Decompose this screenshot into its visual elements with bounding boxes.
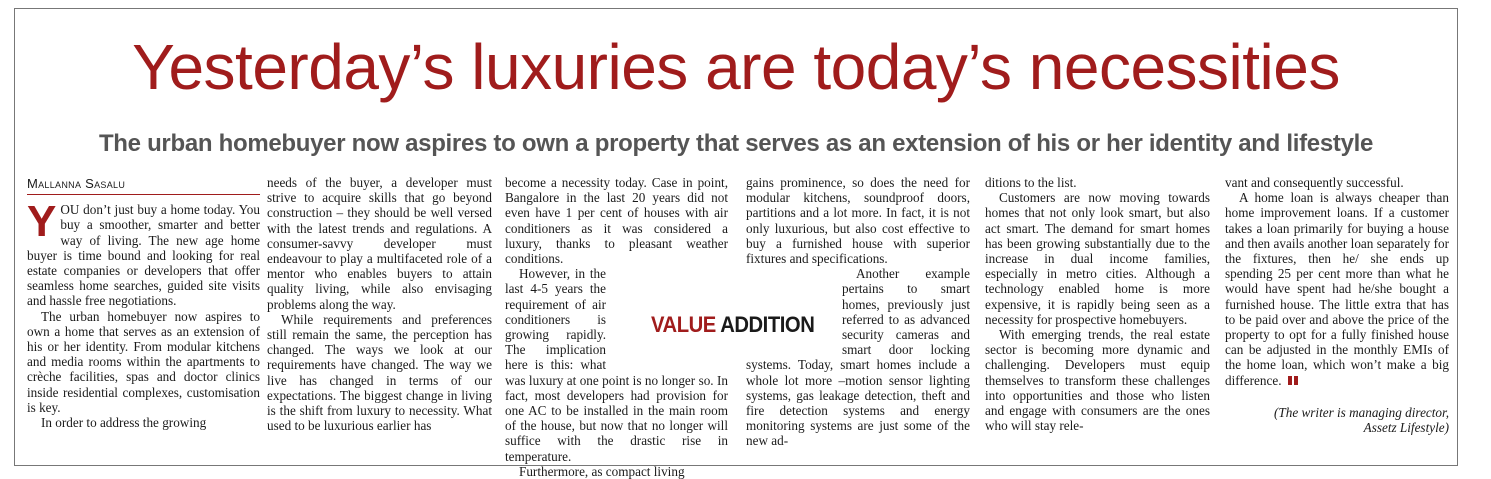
paragraph-text: A home loan is always cheaper than home improvement loans. If a customer takes a loan primarily for buying a house and then avails another loan separately for the fixtures, then he/ she ends up spending 25 per cent more than what he would have spent had he/she bought a furnished house. The little extra that has to be paid over and above the price of the property to opt for a fully finished house can be adjusted in the monthly EMIs of the home loan, which won’t make a big difference. bbox=[1225, 190, 1449, 388]
byline-text: Mallanna Sasalu bbox=[27, 176, 126, 191]
writer-credit bbox=[1225, 405, 1449, 435]
writer-line-1: (The writer is managing director, bbox=[1274, 404, 1449, 420]
drop-cap: Y bbox=[27, 197, 57, 247]
paragraph-text: However, in the last 4-5 years the requirement of air conditioners is growing rapidly. The implication here is this: what was luxury at one point is no longer so. In fact, most developers had provision for one AC to be installed in the main room of the house, but now that no longer will suffice with the drastic rise in temperature. bbox=[505, 266, 728, 464]
paragraph: become a necessity today. Case in point, Bangalore in the last 20 years did not even have 1 per cent of houses with air conditioners as it was considered a luxury, thanks to pleasant weather conditions. bbox=[505, 175, 728, 267]
paragraph: needs of the buyer, a developer must strive to acquire skills that go beyond construction – they should be well versed with the latest trends and regulations. A consumer-savvy developer must endeavour to play a multifaceted role of a mentor who enables buyers to attain quality living, while also envisaging problems along the way. bbox=[267, 175, 492, 312]
column-5 bbox=[985, 175, 1210, 433]
byline bbox=[27, 176, 260, 195]
column-1 bbox=[27, 176, 260, 430]
paragraph: ditions to the list. bbox=[985, 175, 1077, 190]
paragraph bbox=[505, 266, 728, 464]
value-addition-label bbox=[651, 312, 814, 338]
paragraph: vant and consequently successful. bbox=[1225, 175, 1404, 190]
article-frame bbox=[14, 8, 1458, 479]
end-mark-icon bbox=[1288, 376, 1298, 385]
paragraph bbox=[1225, 190, 1449, 388]
value-addition-black: ADDITION bbox=[720, 312, 815, 337]
subhead: The urban homebuyer now aspires to own a property that serves as an extension of his or her identity and lifestyle bbox=[98, 130, 1374, 157]
paragraph: gains prominence, so does the need for modular kitchens, soundproof doors, partitions and a lot more. In fact, it is not only luxurious, but also cost effective to buy a furnished house with superior fixtures and specifications. bbox=[746, 175, 970, 267]
value-addition-red: VALUE bbox=[651, 312, 716, 337]
writer-line-2: Assetz Lifestyle) bbox=[1363, 420, 1449, 436]
paragraph bbox=[27, 197, 260, 309]
paragraph: The urban homebuyer now aspires to own a home that serves as an extension of his or her identity. From modular kitchens and media rooms within the apartments to crèche facilities, spas and doctor clinics inside residential complexes, customisation is key. bbox=[27, 308, 260, 415]
paragraph bbox=[746, 266, 970, 448]
paragraph: In order to address the growing bbox=[41, 415, 207, 431]
column-2 bbox=[267, 175, 492, 433]
paragraph: Customers are now moving towards homes that not only look smart, but also act smart. The demand for smart homes has been growing substantially due to the increase in dual income families, especially in metro cities. Although a technology enabled home is more expensive, it is rapidly being seen as a necessity for prospective homebuyers. bbox=[985, 190, 1210, 327]
paragraph-text: Another example pertains to smart homes, previously just referred to as advanced security cameras and smart door locking systems. Today, smart homes include a whole lot more –motion sensor lighting systems, gas leakage detection, theft and fire detection systems and energy monitoring systems are just some of the new ad- bbox=[746, 266, 970, 449]
paragraph: With emerging trends, the real estate sector is becoming more dynamic and challenging. Developers must equip themselves to transform these challenges into opportunities and those who listen and engage with consumers are the ones who will stay rele- bbox=[985, 327, 1210, 434]
column-6 bbox=[1225, 175, 1449, 435]
paragraph: Furthermore, as compact living bbox=[519, 463, 685, 479]
lead-text: OU don’t just buy a home today. You buy a smoother, smarter and better way of living. The new age home buyer is time bound and looking for real estate companies or developers that offer seamless home searches, guided site visits and hassle free negotiations. bbox=[27, 202, 260, 309]
headline: Yesterday’s luxuries are today’s necessities bbox=[132, 31, 1340, 103]
paragraph: While requirements and preferences still remain the same, the perception has changed. The ways we look at our requirements have changed. The way we live has changed in terms of our expectations. The biggest change in living is the shift from luxury to necessity. What used to be luxurious earlier has bbox=[267, 311, 492, 434]
